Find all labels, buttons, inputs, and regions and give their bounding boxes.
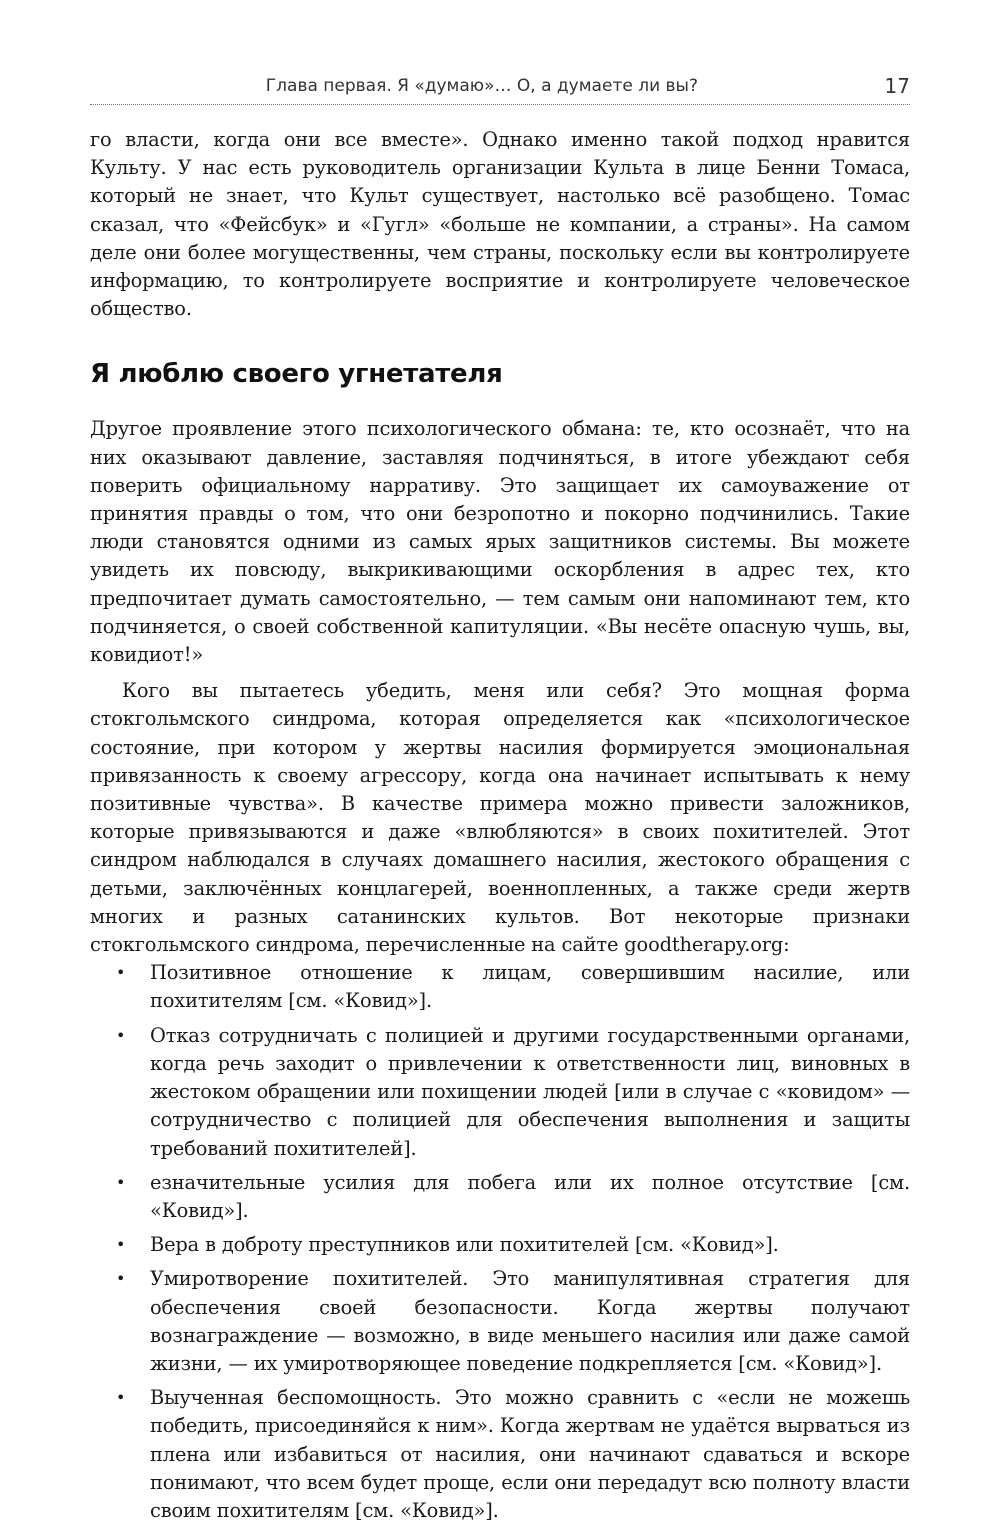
body-paragraph-2: Кого вы пытаетесь убедить, меня или себя? Это мощная форма стокгольмского синдрома, которая определяется как «психологическое состояние, при котором у жертвы насилия формируется эмоциональная привязанность к своему агрессору, когда она начинает испытывать к нему позитивные чувства». В качестве примера можно привести заложников, которые привязываются и даже «влюбляются» в своих похитителей. Этот синдром наблюдался в случаях домашнего насилия, жестокого обращения с детьми, заключённых концлагерей, военнопленных, а также среди жертв многих и разных сатанинских культов. Вот некоторые признаки стокгольмского синдрома, перечисленные на сайте goodtherapy.org: [90, 679, 910, 957]
symptom-list [90, 959, 910, 1525]
list-item [90, 1265, 910, 1378]
running-title: Глава первая. Я «думаю»… О, а думаете ли вы? [265, 76, 698, 96]
list-item-text: Вера в доброту преступников или похитителей [см. «Ковид»]. [150, 1233, 779, 1257]
page-number: 17 [884, 74, 910, 98]
list-item-text: езначительные усилия для побега или их полное отсутствие [см. «Ковид»]. [150, 1170, 910, 1222]
intro-paragraph: го власти, когда они все вместе». Однако именно такой подход нравится Культу. У нас есть руководитель организации Культа в лице Бенни Томаса, который не знает, что Культ существует, настолько всё разобщено. Томас сказал, что «Фейсбук» и «Гугл» «больше не компании, а страны». На самом деле они более могущественны, чем страны, поскольку если вы контролируете информацию, то контролируете восприятие и контролируете человеческое общество. [90, 128, 910, 321]
page-body [90, 126, 910, 1531]
bullet-icon: • [116, 1172, 126, 1192]
list-item-text: Выученная беспомощность. Это можно сравнить с «если не можешь победить, присоединяйся к ним». Когда жертвам не удаётся вырваться из плена или избавиться от насилия, они начинают сдаваться и вскоре понимают, что всем будет проще, если они передадут всю полноту власти своим похитителям [см. «Ковид»]. [150, 1386, 910, 1522]
header-divider [90, 104, 910, 105]
list-item [90, 1169, 910, 1225]
bullet-icon: • [116, 1025, 126, 1045]
running-header [90, 74, 910, 104]
list-item-text: Позитивное отношение к лицам, совершившим насилие, или похитителям [см. «Ковид»]. [150, 961, 910, 1013]
list-item [90, 959, 910, 1015]
bullet-icon: • [116, 1388, 126, 1408]
list-item-text: Умиротворение похитителей. Это манипулятивная стратегия для обеспечения своей безопасности. Когда жертвы получают вознаграждение — возможно, в виде меньшего насилия или даже самой жизни, — их умиротворяющее поведение подкрепляется [см. «Ковид»]. [150, 1267, 910, 1375]
bullet-icon: • [116, 1235, 126, 1255]
list-item [90, 1231, 910, 1259]
bullet-icon: • [116, 1269, 126, 1289]
section-heading: Я люблю своего угнетателя [90, 359, 503, 390]
body-paragraph-1: Другое проявление этого психологического обмана: те, кто осознаёт, что на них оказывают давление, заставляя подчиняться, в итоге убеждают себя поверить официальному нарративу. Это защищает их самоуважение от принятия правды о том, что они безропотно и покорно подчинились. Такие люди становятся одними из самых ярых защитников системы. Вы можете увидеть их повсюду, выкрикивающими оскорбления в адрес тех, кто предпочитает думать самостоятельно, — тем самым они напоминают тем, кто подчиняется, о своей собственной капитуляции. «Вы несёте опасную чушь, вы, ковидиот!» [90, 417, 910, 667]
bullet-icon: • [116, 963, 126, 983]
list-item [90, 1022, 910, 1163]
list-item-text: Отказ сотрудничать с полицией и другими государственными органами, когда речь заходит о привлечении к ответственности лиц, виновных в жестоком обращении или похищении людей [или в случае с «ковидом» — сотрудничество с полицией для обеспечения выполнения и защиты требований похитителей]. [150, 1023, 910, 1160]
list-item [90, 1384, 910, 1525]
